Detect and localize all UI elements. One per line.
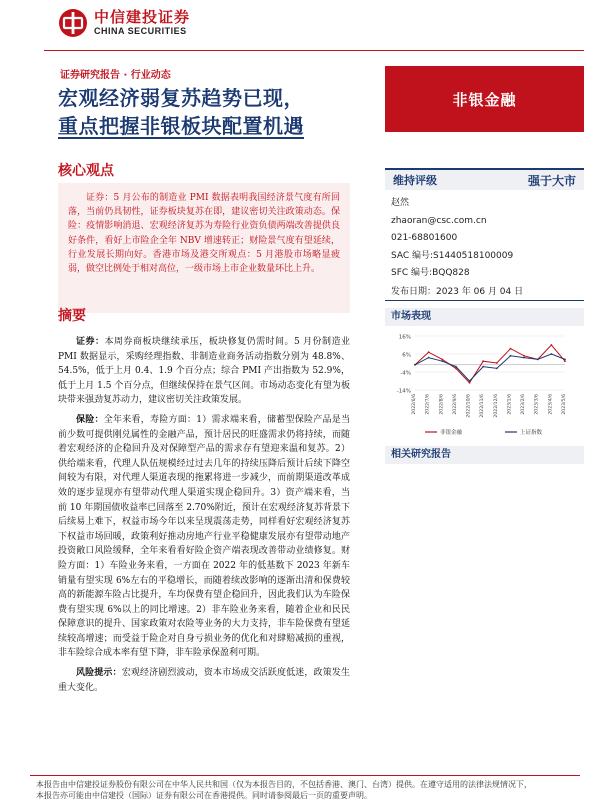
- report-title: [58, 84, 388, 140]
- x-tick-label: 2023/3/6: [534, 394, 540, 415]
- footer-disclaimer: [36, 779, 584, 800]
- header-divider: [44, 50, 584, 51]
- rating-bar: [385, 168, 584, 190]
- x-tick-label: 2023/5/6: [562, 394, 567, 415]
- x-tick-label: 2023/4/6: [548, 394, 554, 415]
- paragraph-lead: 证券：: [76, 337, 105, 347]
- paragraph-text: 本周券商板块继续承压，板块修复仍需时间。5 月份制造业 PMI 数据显示，采购经理指数、非制造业商务活动指数分别为 48.8%、54.5%，低于上月 0.4、1.9 个百分点；综合 PMI 产出指数为 52.9%，低于上月 1.5 个百分点，但继续保持在景气区间。市场动态变化有望为板块带来强劲复苏动力，建议密切关注政策发展。: [58, 337, 350, 406]
- paragraph-lead: 风险提示：: [76, 668, 122, 679]
- abstract-body: [58, 335, 350, 700]
- series-point: [537, 359, 539, 361]
- analyst-phone: 021-68801600: [391, 233, 458, 243]
- x-tick-label: 2022/12/6: [493, 394, 499, 418]
- brand-emblem-icon: [58, 8, 88, 38]
- series-point: [441, 360, 443, 362]
- x-tick-label: 2022/7/6: [425, 394, 431, 415]
- series-point: [469, 382, 471, 384]
- paragraph-text: 全年来看，寿险方面：1）需求端来看，储蓄型保险产品是当前少数可提供刚兑属性的金融产品，预计居民的旺盛需求仍将持续，而随着宏观经济的企稳回升及对保障型产品的需求存有望迎来温和复苏。2）供给端来看，代理人队伍规模经过过去几年的持续压降后预计后续下降空间较为有限，对代理人渠道表现的拖累将进一步减少，而前期渠道改革成效的逐步显现亦有望带动代理人渠道实现企稳回升。3）资产端来看，当前 10 年期国债收益率已回落至 2.70%附近，预计在宏观经济复苏背景下后续易上难下，权益市场今年以来呈现震荡走势，同样看好宏观经济复苏下权益市场回暖，政策利好推动房地产行业平稳健康发展亦有望带动地产投资敞口风险缓释，全年来看看好险企资产端表现改善带动业绩修复。财险方面：1）车险业务来看，一方面在 2022 年的低基数下 2023 年新车销量有望实现 6%左右的平稳增长，而随着续改影响的逐渐出清和保费较高的新能源车险占比提升，车均保费有望企稳回升，因此我们认为车险保费有望实现 6%以上的同比增速。2）非车险业务来看，随着企业和民民保障意识的提升、国家政策对农险等业务的大力支持，非车险保费有望延续较高增速；而受益于险企对自身亏损业务的优化和对肆赔减损的重视，非车险综合成本率有望下降，非车险承保盈利可期。: [58, 414, 350, 659]
- abstract-paragraph: [58, 335, 350, 408]
- market-chart-svg: [385, 330, 584, 440]
- analyst-name: 赵然: [391, 198, 410, 208]
- rating-label: 维持评级: [393, 174, 437, 187]
- paragraph-text: 宏观经济剧烈波动，资本市场成交活跃度低迷，政策发生重大变化。: [58, 668, 350, 693]
- market-chart: [385, 330, 584, 440]
- brand-name-en: CHINA SECURITIES: [94, 26, 187, 36]
- y-tick-label: -14%: [396, 388, 411, 395]
- series-point: [428, 357, 430, 359]
- series-point: [564, 360, 566, 362]
- y-tick-label: 16%: [398, 334, 411, 341]
- series-point: [455, 366, 457, 368]
- x-tick-label: 2023/2/6: [521, 394, 527, 415]
- analyst-info: [385, 195, 584, 283]
- series-line: [415, 354, 565, 381]
- series-point: [550, 344, 552, 346]
- abstract-heading: 摘要: [58, 308, 86, 324]
- footer-line-1: 本报告由中信建投证券股份有限公司在中华人民共和国（仅为本报告目的，不包括香港、澳门、台湾）提供。在遵守适用的法律法规情况下，: [36, 780, 532, 789]
- rating-value: 强于大市: [527, 173, 576, 188]
- series-point: [496, 368, 498, 370]
- series-point: [523, 355, 525, 357]
- x-tick-label: 2023/1/6: [507, 394, 513, 415]
- y-tick-label: 6%: [402, 352, 411, 359]
- sector-badge: 非银金融: [385, 66, 584, 132]
- series-point: [428, 351, 430, 353]
- legend-label: 上证指数: [520, 430, 543, 436]
- title-line-2: 重点把握非银板块配置机遇: [58, 114, 304, 138]
- series-point: [441, 359, 443, 361]
- x-tick-label: 2022/9/6: [452, 394, 458, 415]
- series-point: [510, 355, 512, 357]
- series-point: [564, 359, 566, 361]
- analyst-email[interactable]: zhaoran@csc.com.cn: [391, 215, 487, 226]
- x-tick-label: 2022/10/6: [466, 394, 472, 418]
- analyst-sac: SAC 编号:S1440518100009: [391, 250, 514, 261]
- paragraph-lead: 保险：: [76, 414, 104, 425]
- series-point: [510, 348, 512, 350]
- related-heading: 相关研究报告: [385, 446, 584, 464]
- x-tick-label: 2022/11/6: [480, 394, 486, 418]
- y-tick-label: -4%: [400, 370, 411, 377]
- series-point: [482, 360, 484, 362]
- footer-divider: [30, 775, 580, 776]
- title-line-1: 宏观经济弱复苏趋势已现，: [58, 86, 304, 110]
- report-type: 证券研究报告 · 行业动态: [60, 70, 171, 81]
- legend-label: 非银金融: [440, 430, 463, 436]
- footer-line-2: 本报告亦可能由中信建投（国际）证券有限公司在香港提供。同时请参阅最后一页的重要声明。: [36, 791, 372, 800]
- series-line: [415, 345, 565, 383]
- series-point: [469, 380, 471, 382]
- publish-date: 发布日期：2023 年 06 月 04 日: [385, 283, 584, 301]
- core-view-text: 证券：5 月公布的制造业 PMI 数据表明我国经济景气度有所回落，当前仍具韧性，证券板块复苏在即，建议密切关注政策动态。保险：疫情影响消退、宏观经济复苏为寿险行业资负债两端改善提供良好条件，看好上市险企全年 NBV 增速转正；财险景气度有望延续，行业发展长期向好。香港市场及港交所观点：5 月港股市场略显疲弱，做空比例处于相对高位，一级市场上市企业数量环比上升。: [58, 183, 350, 313]
- series-point: [482, 366, 484, 368]
- series-point: [496, 362, 498, 364]
- core-view-heading: 核心观点: [58, 163, 114, 179]
- abstract-paragraph: [58, 413, 350, 661]
- abstract-paragraph: [58, 666, 350, 695]
- series-point: [523, 357, 525, 359]
- analyst-sfc: SFC 编号:BQQ828: [391, 268, 470, 278]
- series-point: [550, 353, 552, 355]
- brand-logo: [58, 8, 190, 38]
- x-tick-label: 2022/6/6: [412, 394, 417, 415]
- x-tick-label: 2022/8/6: [439, 394, 445, 415]
- series-point: [414, 364, 416, 366]
- market-heading: 市场表现: [385, 308, 584, 326]
- brand-name-cn: 中信建投证券: [94, 8, 191, 26]
